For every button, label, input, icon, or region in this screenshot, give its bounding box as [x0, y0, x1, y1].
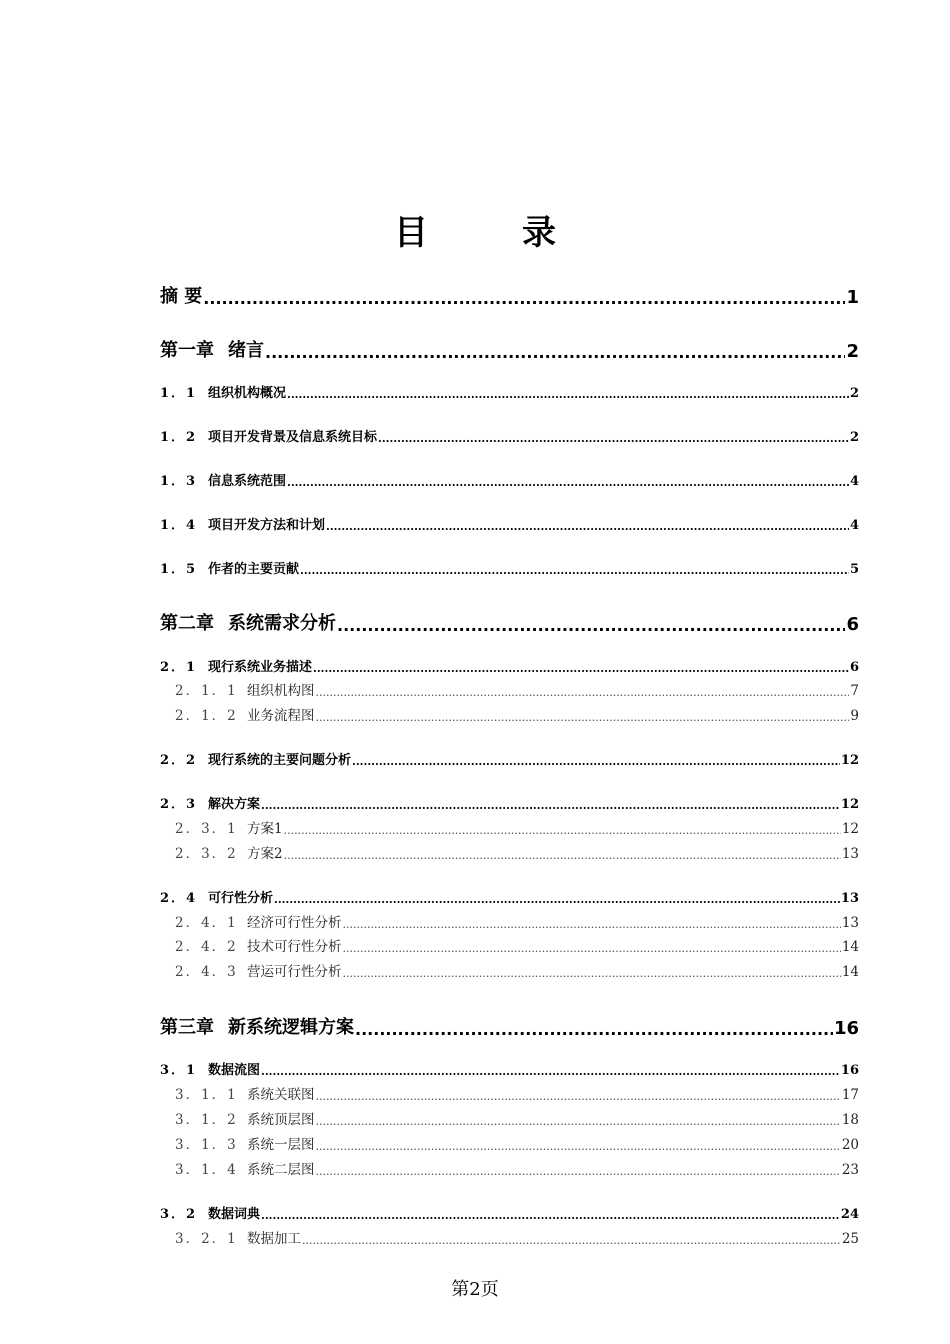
toc-entry[interactable] [160, 655, 859, 675]
toc-entry-number: 第一章 [160, 340, 214, 361]
toc-entry-number: 2．4．1 [175, 915, 238, 931]
toc-entry[interactable] [160, 469, 859, 489]
toc-entry-number: 1．1 [160, 386, 198, 401]
toc-entry-label: 方案2 [247, 846, 283, 862]
toc-entry[interactable] [175, 1158, 859, 1178]
toc-entry[interactable] [160, 336, 859, 362]
toc-leader-dots [265, 343, 845, 362]
page-number-footer: 第2页 [451, 1279, 499, 1300]
toc-entry-label: 系统需求分析 [228, 613, 336, 634]
toc-entry[interactable] [160, 886, 859, 906]
toc-entry-number: 2．2 [160, 753, 198, 768]
toc-entry[interactable] [160, 557, 859, 577]
toc-leader-dots [261, 799, 840, 812]
toc-entry-label: 组织机构图 [247, 683, 315, 699]
toc-entry-number: 2．4 [160, 891, 198, 906]
toc-entry-label: 数据加工 [247, 1231, 301, 1247]
toc-entry-number: 2．3．2 [175, 846, 238, 862]
toc-entry-number: 1．3 [160, 474, 198, 489]
toc-entry-label: 现行系统的主要问题分析 [208, 753, 352, 768]
toc-entry-number: 2．3 [160, 797, 198, 812]
toc-entry-number: 第三章 [160, 1017, 214, 1038]
toc-leader-dots [343, 918, 841, 931]
toc-leader-dots [313, 662, 849, 675]
toc-entry[interactable] [175, 1083, 859, 1103]
toc-entry-page: 2 [849, 430, 859, 445]
toc-entry-page: 13 [841, 846, 859, 862]
toc-entry-number: 2．1．2 [175, 708, 238, 724]
toc-entry-page: 4 [849, 518, 859, 533]
page-title: 目 录 [394, 213, 586, 253]
toc-leader-dots [378, 432, 849, 445]
toc-entry-page: 7 [850, 683, 859, 699]
toc-entry-label: 现行系统业务描述 [208, 660, 313, 675]
toc-entry[interactable] [175, 704, 859, 724]
toc-entry-label: 信息系统范围 [208, 474, 287, 489]
toc-entry-label: 营运可行性分析 [247, 964, 342, 980]
toc-entry-page: 4 [849, 474, 859, 489]
toc-entry[interactable] [175, 1108, 859, 1128]
toc-entry[interactable] [160, 1013, 859, 1039]
toc-entry-label: 系统顶层图 [247, 1112, 315, 1128]
toc-entry-label: 经济可行性分析 [247, 915, 342, 931]
toc-leader-dots [300, 564, 849, 577]
toc-entry-page: 6 [846, 614, 859, 635]
toc-entry[interactable] [160, 1202, 859, 1222]
toc-entry-number: 1．4 [160, 518, 198, 533]
toc-entry[interactable] [160, 513, 859, 533]
toc-entry-page: 1 [846, 287, 859, 308]
toc-entry-label: 可行性分析 [208, 891, 274, 906]
toc-entry[interactable] [160, 792, 859, 812]
toc-entry-page: 2 [846, 341, 859, 362]
toc-entry[interactable] [175, 960, 859, 980]
toc-entry-number: 1．5 [160, 562, 198, 577]
toc-entry-number: 3．1．4 [175, 1162, 238, 1178]
toc-entry-number: 2．1 [160, 660, 198, 675]
toc-entry-number: 1．2 [160, 430, 198, 445]
toc-leader-dots [302, 1234, 841, 1247]
toc-leader-dots [316, 1115, 841, 1128]
toc-entry[interactable] [175, 935, 859, 955]
toc-entry-label: 方案1 [247, 821, 283, 837]
toc-entry-number: 3．2 [160, 1207, 198, 1222]
toc-entry[interactable] [160, 748, 859, 768]
toc-entry-number: 3．1 [160, 1063, 198, 1078]
toc-entry-label: 摘 要 [160, 286, 203, 307]
toc-entry[interactable] [175, 911, 859, 931]
toc-leader-dots [337, 616, 845, 635]
toc-entry-label: 系统一层图 [247, 1137, 315, 1153]
toc-entry-label: 项目开发背景及信息系统目标 [208, 430, 378, 445]
toc-leader-dots [284, 824, 841, 837]
toc-entry[interactable] [160, 1058, 859, 1078]
toc-entry-label: 解决方案 [208, 797, 261, 812]
toc-entry-label: 项目开发方法和计划 [208, 518, 326, 533]
toc-entry-page: 5 [849, 562, 859, 577]
toc-entry[interactable] [175, 679, 859, 699]
toc-entry[interactable] [160, 282, 859, 308]
toc-entry[interactable] [175, 1133, 859, 1153]
toc-leader-dots [326, 520, 849, 533]
toc-leader-dots [316, 686, 850, 699]
toc-entry-number: 3．1．1 [175, 1087, 238, 1103]
toc-leader-dots [287, 476, 849, 489]
toc-leader-dots [261, 1065, 840, 1078]
toc-entry-page: 9 [850, 708, 859, 724]
toc-entry-number: 2．4．3 [175, 964, 238, 980]
toc-entry-number: 2．3．1 [175, 821, 238, 837]
toc-entry-page: 20 [841, 1137, 859, 1153]
toc-entry-number: 第二章 [160, 613, 214, 634]
toc-entry[interactable] [160, 425, 859, 445]
toc-entry-label: 绪言 [228, 340, 264, 361]
toc-leader-dots [343, 967, 841, 980]
toc-leader-dots [316, 1140, 841, 1153]
toc-leader-dots [316, 711, 850, 724]
toc-entry-page: 23 [841, 1162, 859, 1178]
toc-entry-label: 系统二层图 [247, 1162, 315, 1178]
toc-entry-number: 2．1．1 [175, 683, 238, 699]
toc-leader-dots [316, 1165, 841, 1178]
toc-entry-number: 2．4．2 [175, 939, 238, 955]
toc-entry-label: 组织机构概况 [208, 386, 287, 401]
toc-entry-page: 14 [841, 939, 859, 955]
toc-entry-number: 3．1．3 [175, 1137, 238, 1153]
toc-entry-label: 数据词典 [208, 1207, 261, 1222]
toc-entry-label: 新系统逻辑方案 [228, 1017, 354, 1038]
toc-leader-dots [203, 289, 845, 308]
toc-entry-page: 2 [849, 386, 859, 401]
toc-entry-label: 技术可行性分析 [247, 939, 342, 955]
toc-leader-dots [343, 942, 841, 955]
toc-leader-dots [316, 1090, 841, 1103]
toc-entry-label: 数据流图 [208, 1063, 261, 1078]
toc-leader-dots [274, 893, 840, 906]
toc-entry-page: 16 [833, 1018, 859, 1039]
toc-entry-page: 12 [840, 753, 859, 768]
toc-entry-number: 3．2．1 [175, 1231, 238, 1247]
toc-entry-page: 24 [840, 1207, 859, 1222]
toc-entry-page: 13 [840, 891, 859, 906]
toc-leader-dots [287, 388, 849, 401]
toc-leader-dots [352, 755, 840, 768]
toc-entry[interactable] [175, 1227, 859, 1247]
toc-entry-page: 16 [840, 1063, 859, 1078]
toc-entry[interactable] [160, 609, 859, 635]
toc-entry-page: 12 [841, 821, 859, 837]
toc-entry-label: 系统关联图 [247, 1087, 315, 1103]
toc-entry-label: 业务流程图 [247, 708, 315, 724]
toc-entry[interactable] [160, 381, 859, 401]
toc-entry-page: 13 [841, 915, 859, 931]
toc-entry-page: 17 [841, 1087, 859, 1103]
toc-entry[interactable] [175, 842, 859, 862]
toc-entry-page: 14 [841, 964, 859, 980]
toc-leader-dots [355, 1020, 833, 1039]
toc-leader-dots [261, 1209, 840, 1222]
toc-entry-number: 3．1．2 [175, 1112, 238, 1128]
toc-entry-page: 6 [849, 660, 859, 675]
toc-entry-page: 18 [841, 1112, 859, 1128]
toc-leader-dots [284, 849, 841, 862]
toc-entry-label: 作者的主要贡献 [208, 562, 300, 577]
toc-entry-page: 25 [841, 1231, 859, 1247]
toc-entry[interactable] [175, 817, 859, 837]
toc-entry-page: 12 [840, 797, 859, 812]
